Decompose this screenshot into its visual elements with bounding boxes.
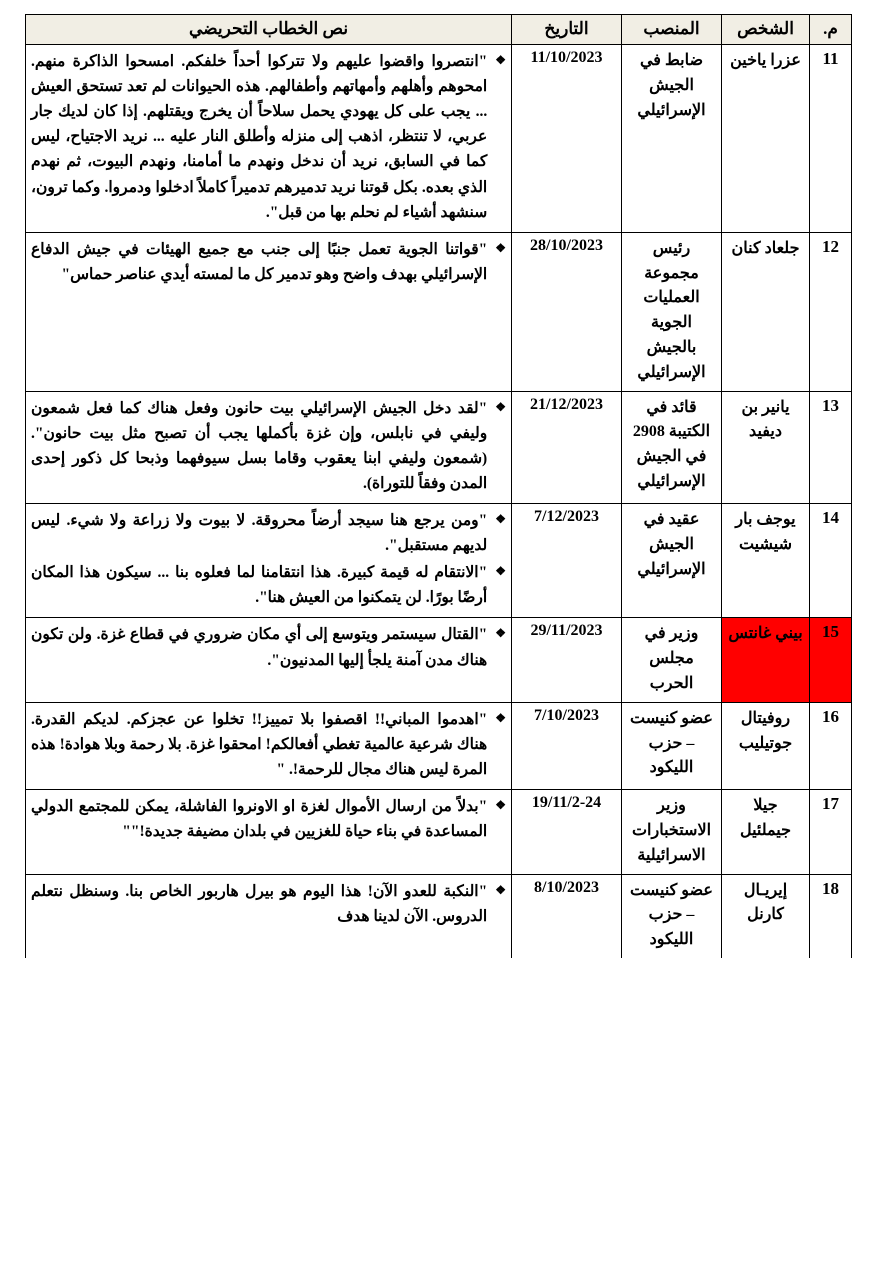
speech-bullet-text: "بدلاً من ارسال الأموال لغزة او الاونروا الفاشلة، يمكن للمجتمع الدولي المساعدة في بناء حياة للغزيين في بلدان مضيفة جديدة!"" [31,798,488,841]
row-number: 17 [810,790,852,874]
statement-date: 7/10/2023 [512,702,622,789]
person-position: وزير الاستخبارات الاسرائيلية [622,790,722,874]
row-number: 16 [810,702,852,789]
row-number: 14 [810,503,852,617]
table-row [26,45,852,233]
person-position: عضو كنيست – حزب الليكود [622,702,722,789]
person-position: رئيس مجموعة العمليات الجوية بالجيش الإسرائيلي [622,232,722,391]
person-name: جلعاد كنان [722,232,810,391]
speech-bullet [31,879,506,925]
speech-text-cell [26,503,512,617]
speech-bullet-text: "الانتقام له قيمة كبيرة. هذا انتقامنا لما فعلوه بنا ... سيكون هذا المكان أرضًا بورًا. لن يتمكنوا من العيش هنا". [31,564,488,607]
statement-date: 7/12/2023 [512,503,622,617]
table-header [26,15,852,45]
speech-bullet [31,508,506,558]
speech-text-cell [26,874,512,958]
diamond-bullet-icon: ❖ [495,240,506,255]
statement-date: 21/12/2023 [512,391,622,503]
speech-text-cell [26,618,512,702]
speech-bullet [31,396,506,496]
table-row [26,618,852,702]
table-body [26,45,852,958]
table-row [26,503,852,617]
person-name: يانير بن ديفيد [722,391,810,503]
diamond-bullet-icon: ❖ [495,710,506,725]
person-position: عضو كنيست – حزب الليكود [622,874,722,958]
person-position: قائد في الكتيبة 2908 في الجيش الإسرائيلي [622,391,722,503]
speech-bullet-text: "انتصروا واقضوا عليهم ولا تتركوا أحداً خلفكم. امسحوا الذاكرة منهم. امحوهم وأهلهم وأمهاتهم وأطفالهم. هذه الحيوانات لم تعد تستحق العيش ... يجب على كل يهودي يحمل سلاحاً أن يخرج ويقتلهم. إذا كان لديك جار عربي، لا تنتظر، اذهب إلى منزله وأطلق النار عليه ... نريد الاجتياح، ليس كما في السابق، نريد أن ندخل ونهدم ما أمامنا، ونهدم البيوت، ثم نهدم الذي بعده. بكل قوتنا نريد تدميرهم تدميراً كاملاً ادخلوا ودمروا. وكما ترون، سنشهد أشياء لم نحلم بها من قبل". [31,53,488,221]
person-name: جيلا جيملئيل [722,790,810,874]
speech-bullet [31,707,506,782]
diamond-bullet-icon: ❖ [495,399,506,414]
statement-date: 28/10/2023 [512,232,622,391]
speech-text-cell [26,45,512,233]
table-row [26,790,852,874]
table-row [26,702,852,789]
person-name: روفيتال جوتيليب [722,702,810,789]
column-header-speech: نص الخطاب التحريضي [26,15,512,45]
speech-bullet-text: "لقد دخل الجيش الإسرائيلي بيت حانون وفعل هناك كما فعل شمعون وليفي في نابلس، وإن غزة بأكملها يجب أن تصبح مثل بيت حانون". (شمعون وليفي ابنا يعقوب وقاما بسل سيوفهما وذبحا كل ذكور إحدى المدن وفقاً للتوراة). [31,399,488,492]
statement-date: 11/10/2023 [512,45,622,233]
row-number-highlighted: 15 [810,618,852,702]
diamond-bullet-icon: ❖ [495,798,506,813]
table-header-row [26,15,852,45]
speech-bullet [31,237,506,287]
speech-bullet-text: "قواتنا الجوية تعمل جنبًا إلى جنب مع جميع الهيئات في جيش الدفاع الإسرائيلي بهدف واضح وهو تدمير كل ما لمسته أيدي عناصر حماس" [31,240,488,283]
diamond-bullet-icon: ❖ [495,626,506,641]
speech-bullet [31,49,506,225]
speech-bullet [31,794,506,844]
speech-bullet-text: "اهدموا المباني!! اقصفوا بلا تمييز!! تخلوا عن عجزكم. لديكم القدرة. هناك شرعية عالمية تغطي أفعالكم! امحقوا غزة. بلا رحمة وبلا هوادة! هذه المرة ليس هناك مجال للرحمة!. " [31,710,488,779]
row-number: 11 [810,45,852,233]
person-name: إيريـال كارنل [722,874,810,958]
person-name: عزرا ياخين [722,45,810,233]
column-header-num: م. [810,15,852,45]
column-header-person: الشخص [722,15,810,45]
person-position: وزير في مجلس الحرب [622,618,722,702]
diamond-bullet-icon: ❖ [495,511,506,526]
row-number: 12 [810,232,852,391]
row-number: 18 [810,874,852,958]
speech-text-cell [26,790,512,874]
statement-date: 29/11/2023 [512,618,622,702]
diamond-bullet-icon: ❖ [495,564,506,579]
person-name-highlighted: بيني غانتس [722,618,810,702]
speech-bullet-text: "ومن يرجع هنا سيجد أرضاً محروقة. لا بيوت ولا زراعة ولا شيء. ليس لديهم مستقبل". [31,511,488,555]
column-header-position: المنصب [622,15,722,45]
speech-bullet-text: "النكبة للعدو الآن! هذا اليوم هو بيرل هاربور الخاص بنا. وسنظل نتعلم الدروس. الآن لدينا هدف [31,882,488,925]
speech-text-cell [26,702,512,789]
table-row [26,232,852,391]
diamond-bullet-icon: ❖ [495,882,506,897]
table-row [26,874,852,958]
person-name: يوجف بار شيشيت [722,503,810,617]
column-header-date: التاريخ [512,15,622,45]
person-position: عقيد في الجيش الإسرائيلي [622,503,722,617]
table-row [26,391,852,503]
speech-text-cell [26,232,512,391]
statement-date: 8/10/2023 [512,874,622,958]
speech-bullet-text: "القتال سيستمر ويتوسع إلى أي مكان ضروري في قطاع غزة. ولن تكون هناك مدن آمنة يلجأ إليها المدنيون". [31,626,488,669]
diamond-bullet-icon: ❖ [495,53,506,67]
person-position: ضابط في الجيش الإسرائيلي [622,45,722,233]
incitement-speech-table [25,14,852,958]
speech-text-cell [26,391,512,503]
speech-bullet [31,560,506,610]
statement-date: 19/11/2-24 [512,790,622,874]
row-number: 13 [810,391,852,503]
speech-bullet [31,622,506,672]
